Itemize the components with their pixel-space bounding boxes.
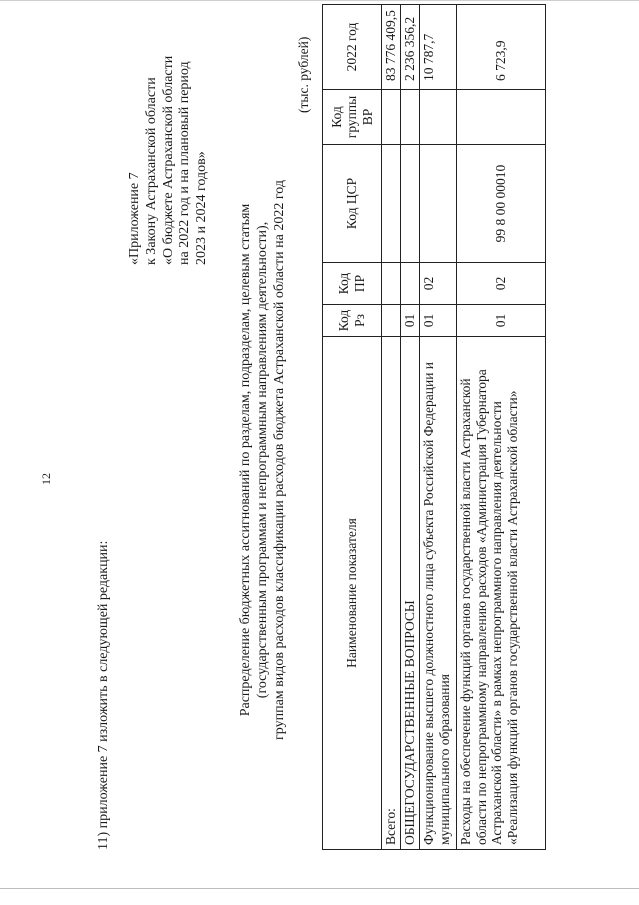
appendix-line: «О бюджете Астраханской области	[160, 55, 176, 265]
cell-csr	[401, 145, 420, 263]
appendix-header	[127, 5, 211, 265]
cell-vr	[420, 90, 457, 145]
table-row	[457, 5, 546, 850]
table-row	[401, 5, 420, 850]
table-row	[420, 5, 457, 850]
cell-rz: 01	[457, 305, 546, 337]
header-name: Наименование показателя	[323, 337, 382, 850]
appendix-line: на 2022 год и на плановый период	[177, 61, 193, 265]
appendix-line: к Закону Астраханской области	[143, 77, 159, 265]
cell-vr	[382, 90, 401, 145]
cell-vr	[401, 90, 420, 145]
cell-amount: 83 776 409,5	[382, 5, 401, 90]
cell-name: Расходы на обеспечение функций органов государственной власти Астраханской области по непрограммному направлению расходов «Администрация Губернатора Астраханской области» в рамках непрограммного направления деятельности «Реализация функций органов государственной власти Астраханской области»	[457, 337, 546, 850]
title-line: группам видов расходов классификации расходов бюджета Астраханской области на 2022 год	[271, 180, 287, 740]
header-year: 2022 год	[323, 5, 382, 90]
cell-name: ОБЩЕГОСУДАРСТВЕННЫЕ ВОПРОСЫ	[401, 337, 420, 850]
page-number: 12	[39, 473, 53, 485]
cell-name: Функционирование высшего должностного лица субъекта Российской Федерации и муниципального образования	[420, 337, 457, 850]
cell-csr	[382, 145, 401, 263]
cell-vr	[457, 90, 546, 145]
header-vr: Код группы ВР	[323, 90, 382, 145]
header-rz: Код Рз	[323, 305, 382, 337]
table-title	[238, 120, 288, 800]
table-header-row	[323, 5, 382, 850]
title-line: (государственным программам и непрограммным направлениям деятельности),	[254, 221, 270, 699]
budget-table	[322, 4, 546, 850]
cell-amount: 6 723,9	[457, 5, 546, 90]
cell-pr	[382, 263, 401, 305]
cell-rz: 01	[420, 305, 457, 337]
cell-pr: 02	[457, 263, 546, 305]
cell-amount: 2 236 356,2	[401, 5, 420, 90]
page-bottom-edge	[0, 888, 639, 889]
cell-name: Всего:	[382, 337, 401, 850]
cell-rz	[382, 305, 401, 337]
appendix-line: «Приложение 7	[127, 172, 142, 265]
table-row	[382, 5, 401, 850]
cell-pr	[401, 263, 420, 305]
cell-pr: 02	[420, 263, 457, 305]
title-line: Распределение бюджетных ассигнований по разделам, подразделам, целевым статьям	[238, 203, 253, 717]
units-label: (тыс. рублей)	[296, 36, 311, 113]
appendix-line: 2023 и 2024 годов»	[194, 151, 210, 265]
intro-line: 11) приложение 7 изложить в следующей редакции:	[96, 540, 111, 850]
cell-csr	[420, 145, 457, 263]
cell-amount: 10 787,7	[420, 5, 457, 90]
cell-rz: 01	[401, 305, 420, 337]
header-csr: Код ЦСР	[323, 145, 382, 263]
cell-csr: 99 8 00 00010	[457, 145, 546, 263]
header-pr: Код ПР	[323, 263, 382, 305]
